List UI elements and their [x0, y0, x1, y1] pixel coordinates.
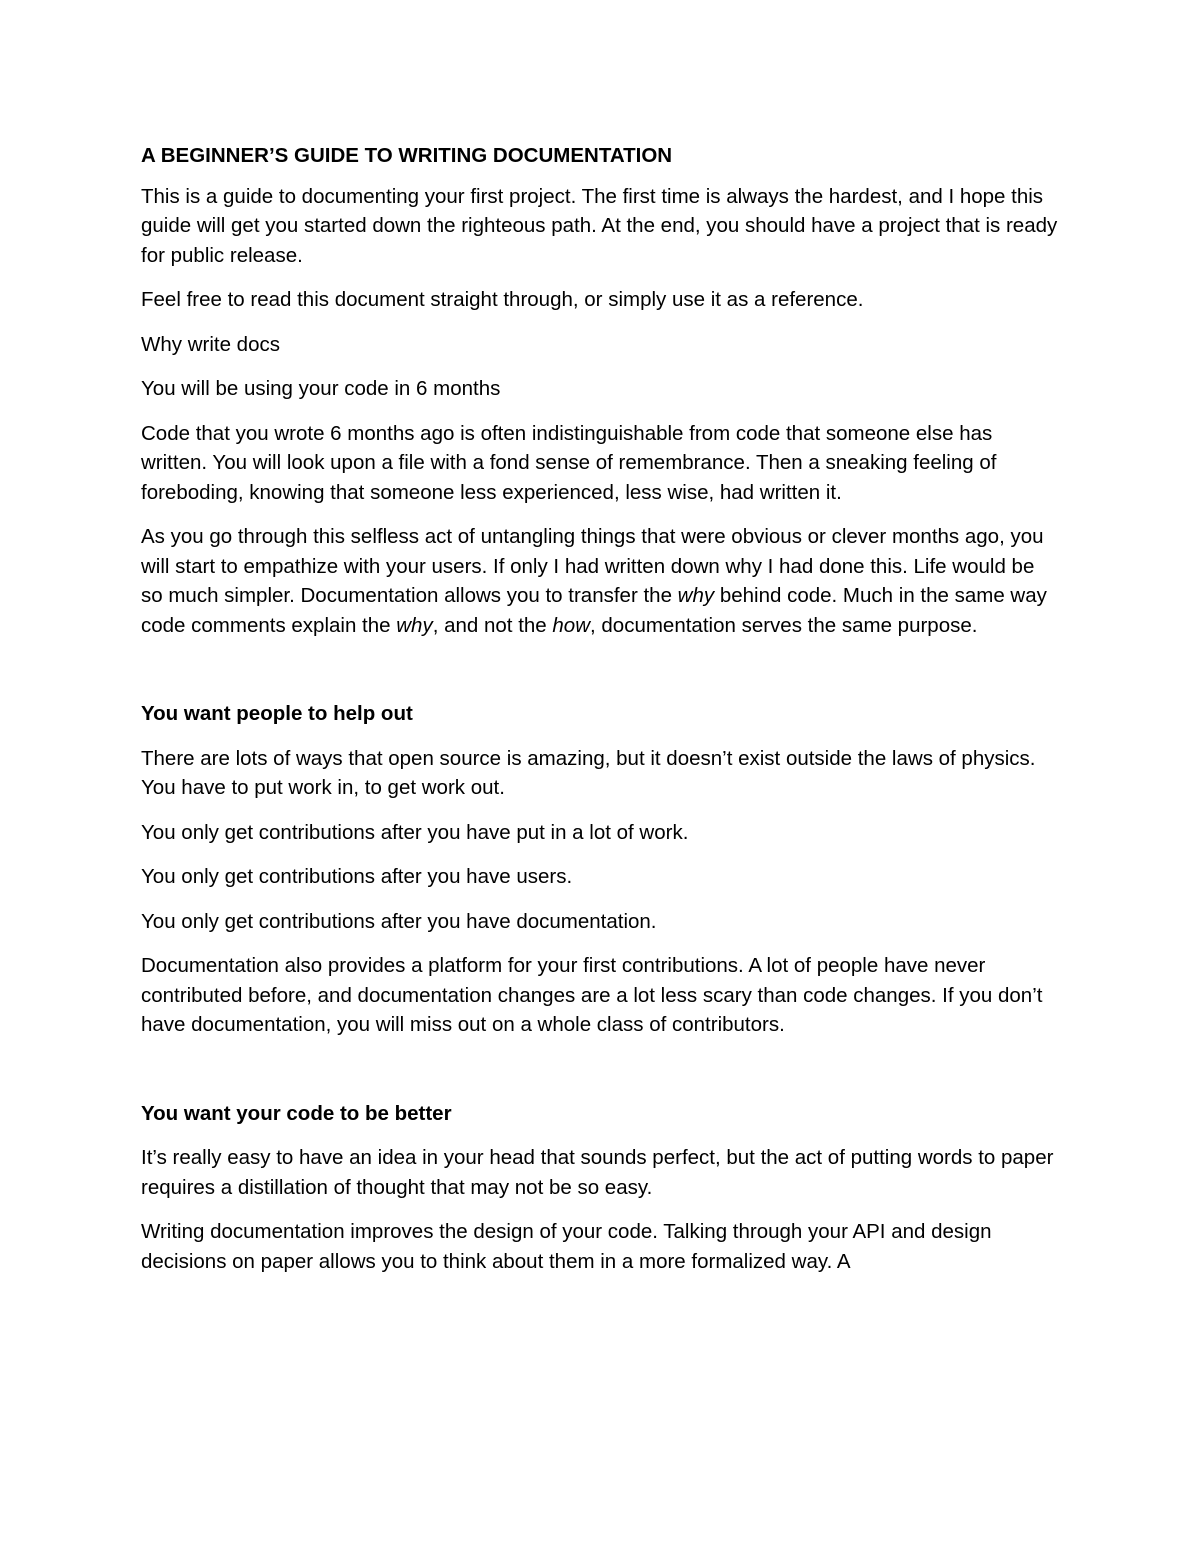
help-paragraph-4: You only get contributions after you have documentation. — [141, 909, 657, 933]
selfless-text-3: , and not the — [432, 613, 553, 637]
intro-paragraph-2: Feel free to read this document straight through, or simply use it as a reference. — [141, 288, 864, 311]
help-paragraph-3: You only get contributions after you have users. — [141, 865, 573, 888]
document-title: A BEGINNER’S GUIDE TO WRITING DOCUMENTATION — [141, 144, 673, 167]
help-paragraph-2: You only get contributions after you have put in a lot of work. — [141, 820, 689, 844]
selfless-text-1: As you go through this selfless act of untangling things that were obvious or clever months ago, you will start to empathize with your users. If only I had written down why I had done this. Life would be so much simpler. Documentation allows you to transfer the — [141, 525, 1044, 607]
selfless-act-paragraph — [141, 522, 1061, 640]
section-spacer — [141, 655, 1061, 699]
help-out-heading: You want people to help out — [141, 702, 413, 725]
help-paragraph-1: There are lots of ways that open source is amazing, but it doesn’t exist outside the laws of physics. You have to put work in, to get work out. — [141, 746, 1036, 799]
intro-paragraph-1: This is a guide to documenting your first project. The first time is always the hardest, and I hope this guide will get you started down the righteous path. At the end, you should have a project that is ready for public release. — [141, 184, 1058, 267]
help-paragraph-5: Documentation also provides a platform for your first contributions. A lot of people have never contributed before, and documentation changes are a lot less scary than code changes. If you don’t have documentation, you will miss out on a whole class of contributors. — [141, 954, 1043, 1036]
section-spacer — [141, 1055, 1061, 1099]
selfless-em-why-2: why — [396, 613, 433, 637]
selfless-em-how: how — [552, 613, 591, 637]
six-months-heading: You will be using your code in 6 months — [141, 377, 501, 400]
selfless-em-why-1: why — [677, 584, 715, 607]
selfless-text-4: , documentation serves the same purpose. — [590, 613, 978, 637]
better-paragraph-2: Writing documentation improves the design of your code. Talking through your API and design decisions on paper allows you to think about them in a more formalized way. A — [141, 1220, 992, 1273]
better-code-heading: You want your code to be better — [141, 1101, 452, 1125]
document-page — [141, 141, 1061, 1291]
better-paragraph-1: It’s really easy to have an idea in your head that sounds perfect, but the act of putting words to paper requires a distillation of thought that may not be so easy. — [141, 1146, 1054, 1199]
selfless-text-2: behind code. Much in the same way code comments explain the — [141, 584, 1047, 637]
why-write-docs-heading: Why write docs — [141, 332, 280, 356]
six-months-paragraph: Code that you wrote 6 months ago is often indistinguishable from code that someone else has written. You will look upon a file with a fond sense of remembrance. Then a sneaking feeling of foreboding, knowing that someone less experienced, less wise, had written it. — [141, 421, 997, 504]
